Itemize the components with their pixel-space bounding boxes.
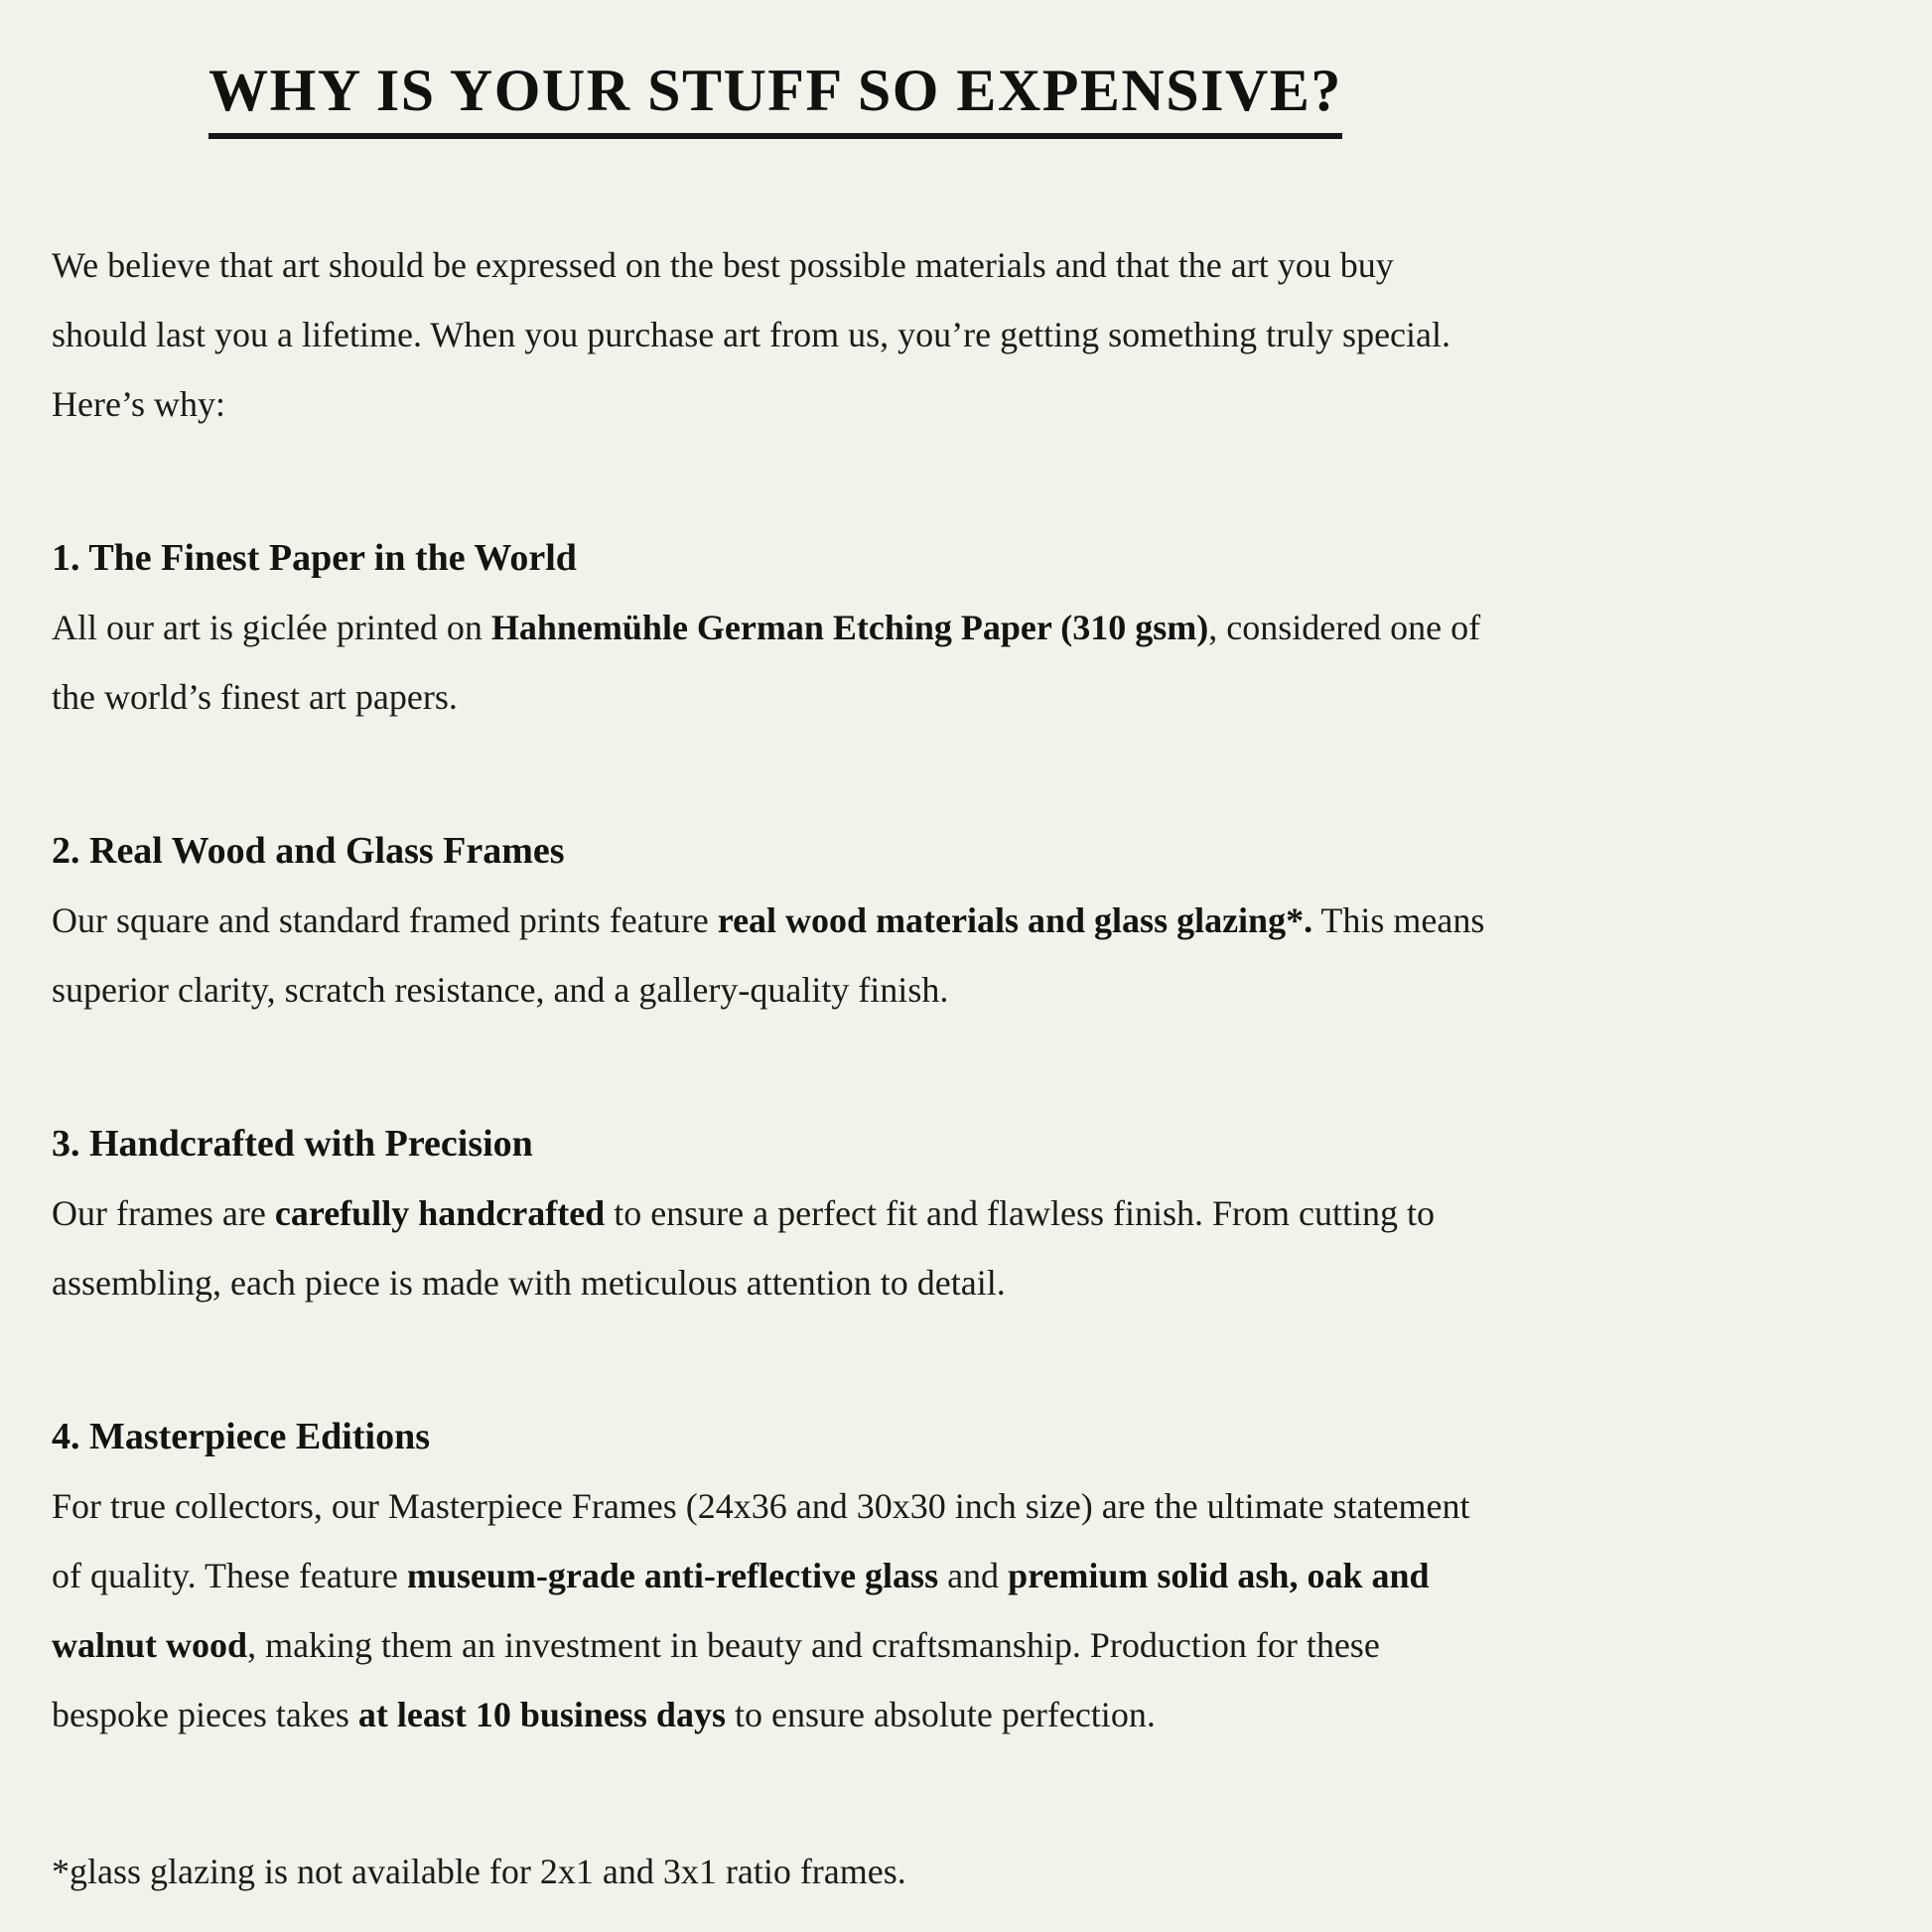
section-body — [52, 593, 1491, 732]
faq-section — [52, 523, 1499, 732]
section-heading: 2. Real Wood and Glass Frames — [52, 830, 565, 872]
text-run: For true collectors, our Masterpiece Frames (24x36 and 30x30 inch size) are the ultimate statement of quality. These feature — [52, 1486, 1470, 1595]
text-run: to ensure a perfect fit and flawless finish. From cutting to assembling, each piece is made with meticulous attention to detail. — [52, 1193, 1435, 1303]
section-heading: 1. The Finest Paper in the World — [52, 537, 577, 579]
title-wrap — [52, 58, 1499, 139]
section-heading: 4. Masterpiece Editions — [52, 1416, 431, 1457]
sections-container — [52, 523, 1499, 1749]
bold-text-run: Hahnemühle German Etching Paper (310 gsm) — [490, 608, 1209, 647]
section-body — [52, 886, 1491, 1025]
text-run: Our square and standard framed prints feature — [52, 900, 718, 940]
faq-section — [52, 1109, 1499, 1317]
bold-text-run: at least 10 business days — [357, 1695, 726, 1734]
text-run: , making them an investment in beauty and craftsmanship. Production for these bespoke pieces takes — [52, 1625, 1380, 1734]
faq-section — [52, 1402, 1499, 1749]
intro-tagline: Here’s why: — [52, 384, 225, 424]
text-run: to ensure absolute perfection. — [725, 1695, 1156, 1734]
bold-text-run: museum-grade anti-reflective glass — [406, 1556, 939, 1595]
text-run: , considered one of the world’s finest art papers. — [52, 608, 1481, 717]
text-run: Our frames are — [52, 1193, 275, 1233]
bold-text-run: real wood materials and glass glazing*. — [717, 900, 1313, 940]
page-title: WHY IS YOUR STUFF SO EXPENSIVE? — [208, 58, 1342, 139]
bold-text-run: carefully handcrafted — [274, 1193, 606, 1233]
bold-text-run: premium solid ash, oak and walnut wood — [52, 1556, 1430, 1665]
intro-paragraph: We believe that art should be expressed on the best possible materials and that the art you buy should last you a lifetime. When you purchase art from us, you’re getting something truly special. — [52, 245, 1451, 354]
text-run: All our art is giclée printed on — [52, 608, 491, 647]
faq-section — [52, 816, 1499, 1025]
text-run: and — [938, 1556, 1009, 1595]
footnote: *glass glazing is not available for 2x1 and 3x1 ratio frames. — [52, 1852, 906, 1891]
text-run: This means superior clarity, scratch resistance, and a gallery-quality finish. — [52, 900, 1485, 1010]
section-body — [52, 1471, 1491, 1749]
section-heading: 3. Handcrafted with Precision — [52, 1123, 533, 1165]
section-body — [52, 1178, 1491, 1317]
